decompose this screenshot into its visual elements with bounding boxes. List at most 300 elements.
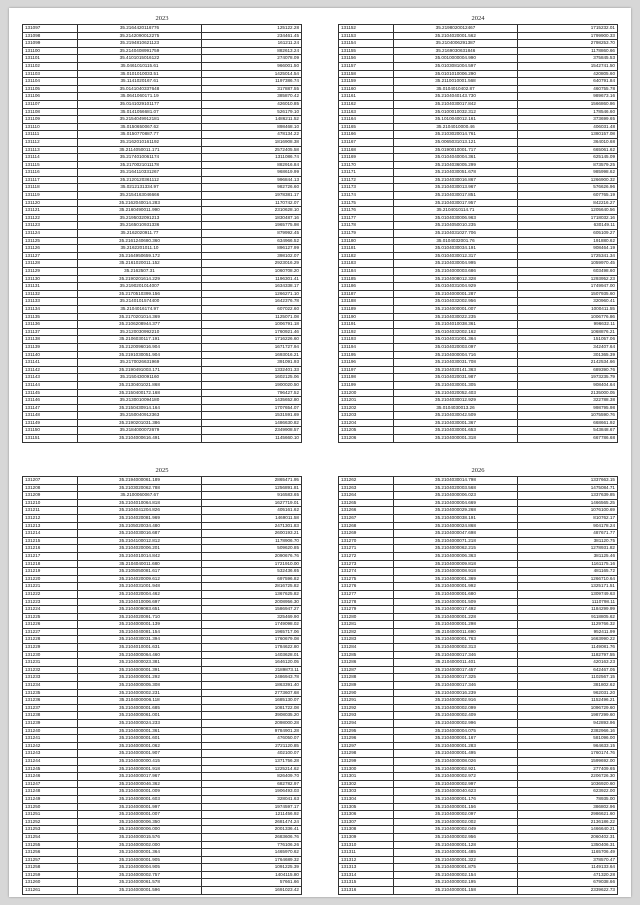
- row-amount-cell: 2001336.41: [201, 826, 301, 834]
- row-amount-cell: 1165706.49: [517, 849, 617, 857]
- row-id-cell: 131119: [23, 192, 78, 200]
- row-amount-cell: 607022.60: [201, 305, 301, 313]
- table-row: [23, 154, 302, 162]
- table-row: [23, 560, 302, 568]
- row-id-cell: 131243: [23, 750, 78, 758]
- row-code-cell: 35.2104010001.631: [78, 644, 202, 652]
- row-id-cell: 131312: [339, 856, 394, 864]
- row-code-cell: 35.2100060067.67: [78, 492, 202, 500]
- table-row: [339, 757, 618, 765]
- row-id-cell: 131140: [23, 351, 78, 359]
- table-row: [23, 757, 302, 765]
- row-id-cell: 131169: [339, 154, 394, 162]
- row-id-cell: 131165: [339, 123, 394, 131]
- row-code-cell: 35.2104000004.075: [394, 727, 518, 735]
- row-code-cell: 35.0104020003.097: [394, 343, 518, 351]
- table-row: [339, 32, 618, 40]
- table-row: [23, 803, 302, 811]
- table-row: [339, 313, 618, 321]
- row-id-cell: 131159: [339, 78, 394, 86]
- table-row: [23, 359, 302, 367]
- row-id-cell: 131186: [339, 283, 394, 291]
- row-amount-cell: 985998.62: [517, 169, 617, 177]
- table-row: [339, 765, 618, 773]
- row-amount-cell: 2721120.85: [201, 742, 301, 750]
- row-id-cell: 131189: [339, 305, 394, 313]
- row-code-cell: 35.2104000006.023: [394, 492, 518, 500]
- table-row: [339, 131, 618, 139]
- table-row: [23, 161, 302, 169]
- table-row: [23, 590, 302, 598]
- row-amount-cell: 234461.45: [201, 32, 301, 40]
- row-amount-cell: 1466640.21: [517, 826, 617, 834]
- table-row: [23, 222, 302, 230]
- row-amount-cell: 1715232.01: [517, 25, 617, 33]
- row-amount-cell: 1725341.34: [517, 252, 617, 260]
- row-amount-cell: 274078.09: [201, 55, 301, 63]
- row-code-cell: 35.2104000002.154: [394, 871, 518, 879]
- row-amount-cell: 391091.93: [201, 359, 301, 367]
- row-code-cell: 35.4101015016122: [78, 55, 202, 63]
- row-amount-cell: 526179.10: [201, 108, 301, 116]
- row-code-cell: 35.2170201014.369: [78, 313, 202, 321]
- row-code-cell: 35.2104000001.763: [394, 636, 518, 644]
- row-code-cell: 35.1141020167.61: [78, 78, 202, 86]
- table-row: [23, 492, 302, 500]
- row-code-cell: 35.0101010006.290: [394, 70, 518, 78]
- table-row: [23, 184, 302, 192]
- row-id-cell: 131253: [23, 826, 78, 834]
- row-amount-cell: 689390.76: [517, 366, 617, 374]
- row-code-cell: 35.2104030017.851: [394, 192, 518, 200]
- row-id-cell: 131106: [23, 93, 78, 101]
- row-id-cell: 131261: [23, 887, 78, 895]
- row-code-cell: 35.0190010001.717: [394, 146, 518, 154]
- table-block-2025: [22, 465, 302, 895]
- table-row: [23, 682, 302, 690]
- table-row: [339, 522, 618, 530]
- table-row: [23, 697, 302, 705]
- row-amount-cell: 1685130.07: [201, 697, 301, 705]
- row-amount-cell: 1059970.45: [517, 260, 617, 268]
- row-amount-cell: 996844.13: [201, 176, 301, 184]
- table-row: [339, 659, 618, 667]
- row-id-cell: 131160: [339, 85, 394, 93]
- row-id-cell: 131309: [339, 833, 394, 841]
- data-table: [338, 24, 618, 443]
- row-id-cell: 131139: [23, 343, 78, 351]
- table-row: [23, 788, 302, 796]
- data-table: [338, 476, 618, 895]
- row-code-cell: 35.2104000001.601: [78, 735, 202, 743]
- table-row: [339, 199, 618, 207]
- row-id-cell: 131136: [23, 321, 78, 329]
- row-code-cell: 35.2104000001.292: [78, 674, 202, 682]
- row-amount-cell: 2865471.95: [201, 477, 301, 485]
- row-code-cell: 35.1010040012.161: [394, 116, 518, 124]
- row-code-cell: 35.2104000024.233: [78, 720, 202, 728]
- row-id-cell: 131252: [23, 818, 78, 826]
- row-amount-cell: 1965717.06: [201, 628, 301, 636]
- row-id-cell: 131173: [339, 184, 394, 192]
- row-id-cell: 131299: [339, 757, 394, 765]
- row-code-cell: 35.2104000001.322: [394, 856, 518, 864]
- row-amount-cell: 1197386.74: [201, 78, 301, 86]
- row-id-cell: 131117: [23, 176, 78, 184]
- row-code-cell: 35.2104010038.361: [394, 321, 518, 329]
- row-amount-cell: 776106.26: [201, 841, 301, 849]
- row-code-cell: 35.2104000001.228: [394, 613, 518, 621]
- table-row: [339, 879, 618, 887]
- table-row: [23, 275, 302, 283]
- row-code-cell: 35.2104030016.687: [78, 530, 202, 538]
- row-amount-cell: 1599692.00: [517, 757, 617, 765]
- row-amount-cell: 842216.27: [517, 199, 617, 207]
- row-code-cell: 35.2106208944.377: [78, 321, 202, 329]
- row-amount-cell: 952411.99: [517, 628, 617, 636]
- row-code-cell: 35.2104000005.308: [78, 682, 202, 690]
- table-row: [339, 419, 618, 427]
- row-amount-cell: 1707654.07: [201, 404, 301, 412]
- row-amount-cell: 630149.11: [517, 222, 617, 230]
- row-amount-cell: 1465970.62: [201, 849, 301, 857]
- row-code-cell: 35.2184000072679: [78, 427, 202, 435]
- table-row: [23, 841, 302, 849]
- row-id-cell: 131153: [339, 32, 394, 40]
- row-code-cell: 35.2191030051.904: [78, 351, 202, 359]
- row-code-cell: 35.2104000001.905: [78, 856, 202, 864]
- table-row: [339, 252, 618, 260]
- table-row: [23, 25, 302, 33]
- row-id-cell: 131199: [339, 381, 394, 389]
- row-code-cell: 35.0065031013.121: [394, 138, 518, 146]
- table-row: [23, 328, 302, 336]
- row-id-cell: 131183: [339, 260, 394, 268]
- row-id-cell: 131292: [339, 704, 394, 712]
- row-code-cell: 35.2104000001.680: [394, 590, 518, 598]
- table-row: [23, 108, 302, 116]
- row-code-cell: 35.2104030051.678: [394, 169, 518, 177]
- table-row: [339, 321, 618, 329]
- row-id-cell: 131191: [339, 321, 394, 329]
- row-id-cell: 131254: [23, 833, 78, 841]
- row-code-cell: 35.2104000024.868: [394, 522, 518, 530]
- table-row: [339, 621, 618, 629]
- row-amount-cell: 1367625.82: [201, 590, 301, 598]
- row-amount-cell: 1380157.08: [517, 131, 617, 139]
- row-amount-cell: 1161175.16: [517, 560, 617, 568]
- row-code-cell: 35.2104031001.948: [78, 583, 202, 591]
- table-row: [339, 492, 618, 500]
- row-code-cell: 35.0104030034.191: [394, 245, 518, 253]
- row-amount-cell: 398102.07: [201, 252, 301, 260]
- row-id-cell: 131226: [23, 621, 78, 629]
- row-code-cell: 35.2170510399.156: [78, 290, 202, 298]
- row-amount-cell: 1466565.25: [517, 499, 617, 507]
- table-row: [339, 435, 618, 443]
- table-row: [23, 313, 302, 321]
- row-id-cell: 131132: [23, 290, 78, 298]
- row-id-cell: 131304: [339, 795, 394, 803]
- row-code-cell: 35.2104010006.697: [78, 598, 202, 606]
- row-amount-cell: 879992.45: [201, 230, 301, 238]
- row-code-cell: 35.0641060171.19: [78, 93, 202, 101]
- row-id-cell: 131223: [23, 598, 78, 606]
- table-block-2024: [338, 13, 618, 443]
- row-amount-cell: 679038.66: [517, 879, 617, 887]
- row-code-cell: 35.2104000004.669: [394, 499, 518, 507]
- row-code-cell: 35.2104000001.907: [78, 750, 202, 758]
- row-id-cell: 131120: [23, 199, 78, 207]
- row-amount-cell: 1205640.56: [517, 207, 617, 215]
- row-id-cell: 131144: [23, 381, 78, 389]
- row-amount-cell: 873579.25: [517, 161, 617, 169]
- row-id-cell: 131276: [339, 583, 394, 591]
- row-id-cell: 131118: [23, 184, 78, 192]
- row-id-cell: 131143: [23, 374, 78, 382]
- table-row: [339, 560, 618, 568]
- row-amount-cell: 1663990.22: [517, 636, 617, 644]
- row-amount-cell: 386802.96: [517, 803, 617, 811]
- row-id-cell: 131280: [339, 613, 394, 621]
- row-code-cell: 35.2104030001.367: [394, 419, 518, 427]
- row-id-cell: 131287: [339, 666, 394, 674]
- row-code-cell: 35.0141056681.07: [78, 108, 202, 116]
- row-amount-cell: 342407.64: [517, 343, 617, 351]
- table-block-2023: [22, 13, 302, 443]
- row-amount-cell: 2600193.21: [201, 530, 301, 538]
- row-amount-cell: 1149133.64: [517, 864, 617, 872]
- row-code-cell: 35.2104000017.492: [394, 606, 518, 614]
- row-amount-cell: 1266271.10: [201, 290, 301, 298]
- table-row: [339, 260, 618, 268]
- row-amount-cell: 1293952.23: [517, 275, 617, 283]
- table-row: [23, 381, 302, 389]
- row-id-cell: 131109: [23, 116, 78, 124]
- row-id-cell: 131190: [339, 313, 394, 321]
- row-code-cell: 35.2104000002.000: [78, 841, 202, 849]
- row-id-cell: 131279: [339, 606, 394, 614]
- table-title: 2025: [155, 467, 169, 474]
- row-amount-cell: 982726.60: [201, 184, 301, 192]
- table-row: [23, 336, 302, 344]
- row-amount-cell: 625145.09: [517, 154, 617, 162]
- row-amount-cell: 607765.19: [517, 192, 617, 200]
- row-amount-cell: 2008956.30: [201, 598, 301, 606]
- row-amount-cell: 1266900.32: [517, 176, 617, 184]
- table-row: [23, 499, 302, 507]
- row-amount-cell: 1196301.41: [201, 275, 301, 283]
- row-code-cell: 35.2104020141.363: [394, 366, 518, 374]
- row-amount-cell: 1634338.17: [201, 283, 301, 291]
- row-id-cell: 131196: [339, 359, 394, 367]
- row-id-cell: 131219: [23, 568, 78, 576]
- row-amount-cell: 2816725.82: [201, 583, 301, 591]
- row-code-cell: 35.2164950659.172: [78, 252, 202, 260]
- table-row: [23, 826, 302, 834]
- table-row: [23, 55, 302, 63]
- row-code-cell: 35.2104000008.918: [394, 568, 518, 576]
- row-code-cell: 35.2104020004.462: [78, 590, 202, 598]
- row-code-cell: 35.2104000001.176: [394, 795, 518, 803]
- table-row: [23, 268, 302, 276]
- row-amount-cell: 151057.06: [517, 336, 617, 344]
- row-amount-cell: 2310628.10: [201, 207, 301, 215]
- row-amount-cell: 605109.27: [517, 230, 617, 238]
- row-id-cell: 131152: [339, 25, 394, 33]
- row-amount-cell: 532436.65: [201, 568, 301, 576]
- row-amount-cell: 1671727.94: [201, 343, 301, 351]
- row-code-cell: 35.2174010061174: [78, 154, 202, 162]
- table-row: [339, 537, 618, 545]
- table-row: [23, 530, 302, 538]
- table-row: [23, 849, 302, 857]
- row-id-cell: 131211: [23, 507, 78, 515]
- row-amount-cell: 378570.47: [517, 856, 617, 864]
- row-amount-cell: 1006791.18: [201, 321, 301, 329]
- row-amount-cell: 1566860.86: [517, 100, 617, 108]
- row-id-cell: 131103: [23, 70, 78, 78]
- row-amount-cell: 1627719.01: [201, 499, 301, 507]
- row-amount-cell: 882613.24: [201, 47, 301, 55]
- row-id-cell: 131149: [23, 419, 78, 427]
- row-amount-cell: 1404115.80: [201, 871, 301, 879]
- row-amount-cell: 2136186.22: [517, 818, 617, 826]
- row-code-cell: 35.2104000015.576: [78, 833, 202, 841]
- row-id-cell: 131316: [339, 887, 394, 895]
- row-amount-cell: 634966.52: [201, 237, 301, 245]
- table-row: [23, 237, 302, 245]
- row-code-cell: 35.2120030992210: [78, 328, 202, 336]
- row-id-cell: 131156: [339, 55, 394, 63]
- row-id-cell: 131193: [339, 336, 394, 344]
- row-code-cell: 35.2104041204.826: [78, 507, 202, 515]
- row-code-cell: 35.2120120361112: [78, 176, 202, 184]
- table-row: [339, 651, 618, 659]
- row-amount-cell: 1486630.82: [201, 419, 301, 427]
- row-id-cell: 131225: [23, 613, 78, 621]
- table-row: [23, 575, 302, 583]
- row-amount-cell: 581096.00: [517, 735, 617, 743]
- row-code-cell: 35.2170021011178: [78, 161, 202, 169]
- row-id-cell: 131133: [23, 298, 78, 306]
- table-row: [23, 644, 302, 652]
- table-row: [23, 484, 302, 492]
- row-amount-cell: 1060708.20: [201, 268, 301, 276]
- table-row: [339, 606, 618, 614]
- row-amount-cell: 1749947.00: [517, 283, 617, 291]
- row-id-cell: 131313: [339, 864, 394, 872]
- row-code-cell: 35.2170026631969: [78, 359, 202, 367]
- row-amount-cell: 1145660.10: [201, 435, 301, 443]
- row-code-cell: 35.2104000038.191: [394, 514, 518, 522]
- row-code-cell: 35.2104000002.972: [394, 773, 518, 781]
- table-row: [23, 750, 302, 758]
- row-id-cell: 131154: [339, 40, 394, 48]
- table-row: [23, 169, 302, 177]
- row-id-cell: 131260: [23, 879, 78, 887]
- table-row: [23, 704, 302, 712]
- table-row: [23, 583, 302, 591]
- table-row: [23, 389, 302, 397]
- row-id-cell: 131176: [339, 207, 394, 215]
- row-code-cell: 35.2165010931336: [78, 222, 202, 230]
- table-row: [23, 621, 302, 629]
- row-code-cell: 35.2104040081.154: [78, 628, 202, 636]
- table-row: [23, 773, 302, 781]
- row-amount-cell: 1531591.69: [201, 412, 301, 420]
- table-row: [23, 32, 302, 40]
- table-row: [339, 351, 618, 359]
- row-amount-cell: 908404.64: [517, 381, 617, 389]
- row-amount-cell: 667786.68: [517, 435, 617, 443]
- row-code-cell: 35.2104000002.049: [394, 826, 518, 834]
- row-amount-cell: 916583.65: [201, 492, 301, 500]
- row-id-cell: 131222: [23, 590, 78, 598]
- row-id-cell: 131194: [339, 343, 394, 351]
- row-code-cell: 35.2104000002.757: [78, 871, 202, 879]
- row-code-cell: 35.2104030016.867: [394, 176, 518, 184]
- row-code-cell: 35.2104000001.318: [394, 435, 518, 443]
- table-row: [23, 765, 302, 773]
- row-amount-cell: 603498.60: [517, 268, 617, 276]
- table-row: [339, 230, 618, 238]
- row-id-cell: 131282: [339, 628, 394, 636]
- row-code-cell: 35.2105050081.617: [78, 568, 202, 576]
- row-code-cell: 35.2104020006.201: [78, 545, 202, 553]
- row-id-cell: 131310: [339, 841, 394, 849]
- table-row: [339, 720, 618, 728]
- row-amount-cell: 509620.85: [201, 545, 301, 553]
- row-amount-cell: 665061.62: [517, 146, 617, 154]
- row-id-cell: 131264: [339, 492, 394, 500]
- row-id-cell: 131207: [23, 477, 78, 485]
- row-code-cell: 35.0150770887.77: [78, 131, 202, 139]
- row-amount-cell: 460755.78: [517, 85, 617, 93]
- table-row: [23, 514, 302, 522]
- row-code-cell: 35.2104000046.362: [78, 780, 202, 788]
- table-row: [339, 70, 618, 78]
- row-amount-cell: 1081722.08: [201, 704, 301, 712]
- row-id-cell: 131305: [339, 803, 394, 811]
- row-code-cell: 35.2104000002.956: [394, 833, 518, 841]
- row-id-cell: 131163: [339, 108, 394, 116]
- row-id-cell: 131105: [23, 85, 78, 93]
- table-row: [23, 351, 302, 359]
- row-amount-cell: 381120.75: [517, 537, 617, 545]
- row-code-cell: 35.2104020091.710: [78, 613, 202, 621]
- row-id-cell: 131286: [339, 659, 394, 667]
- table-row: [339, 47, 618, 55]
- row-id-cell: 131206: [339, 435, 394, 443]
- table-row: [339, 55, 618, 63]
- row-amount-cell: 3908035.20: [201, 712, 301, 720]
- row-code-cell: 35.2104000006.118: [78, 697, 202, 705]
- row-code-cell: 35.0212131334.97: [78, 184, 202, 192]
- row-code-cell: 35.2104020001.562: [394, 32, 518, 40]
- row-code-cell: 35.2104030001.653: [394, 427, 518, 435]
- row-id-cell: 131308: [339, 826, 394, 834]
- table-row: [23, 199, 302, 207]
- row-code-cell: 35.2104000001.167: [394, 735, 518, 743]
- row-amount-cell: 1760921.46: [201, 328, 301, 336]
- row-amount-cell: 364010.68: [517, 138, 617, 146]
- table-row: [23, 93, 302, 101]
- row-amount-cell: 2986621.60: [517, 811, 617, 819]
- table-row: [23, 290, 302, 298]
- row-code-cell: 35.2104031027.706: [394, 230, 518, 238]
- row-code-cell: 35.2104030001.305: [394, 381, 518, 389]
